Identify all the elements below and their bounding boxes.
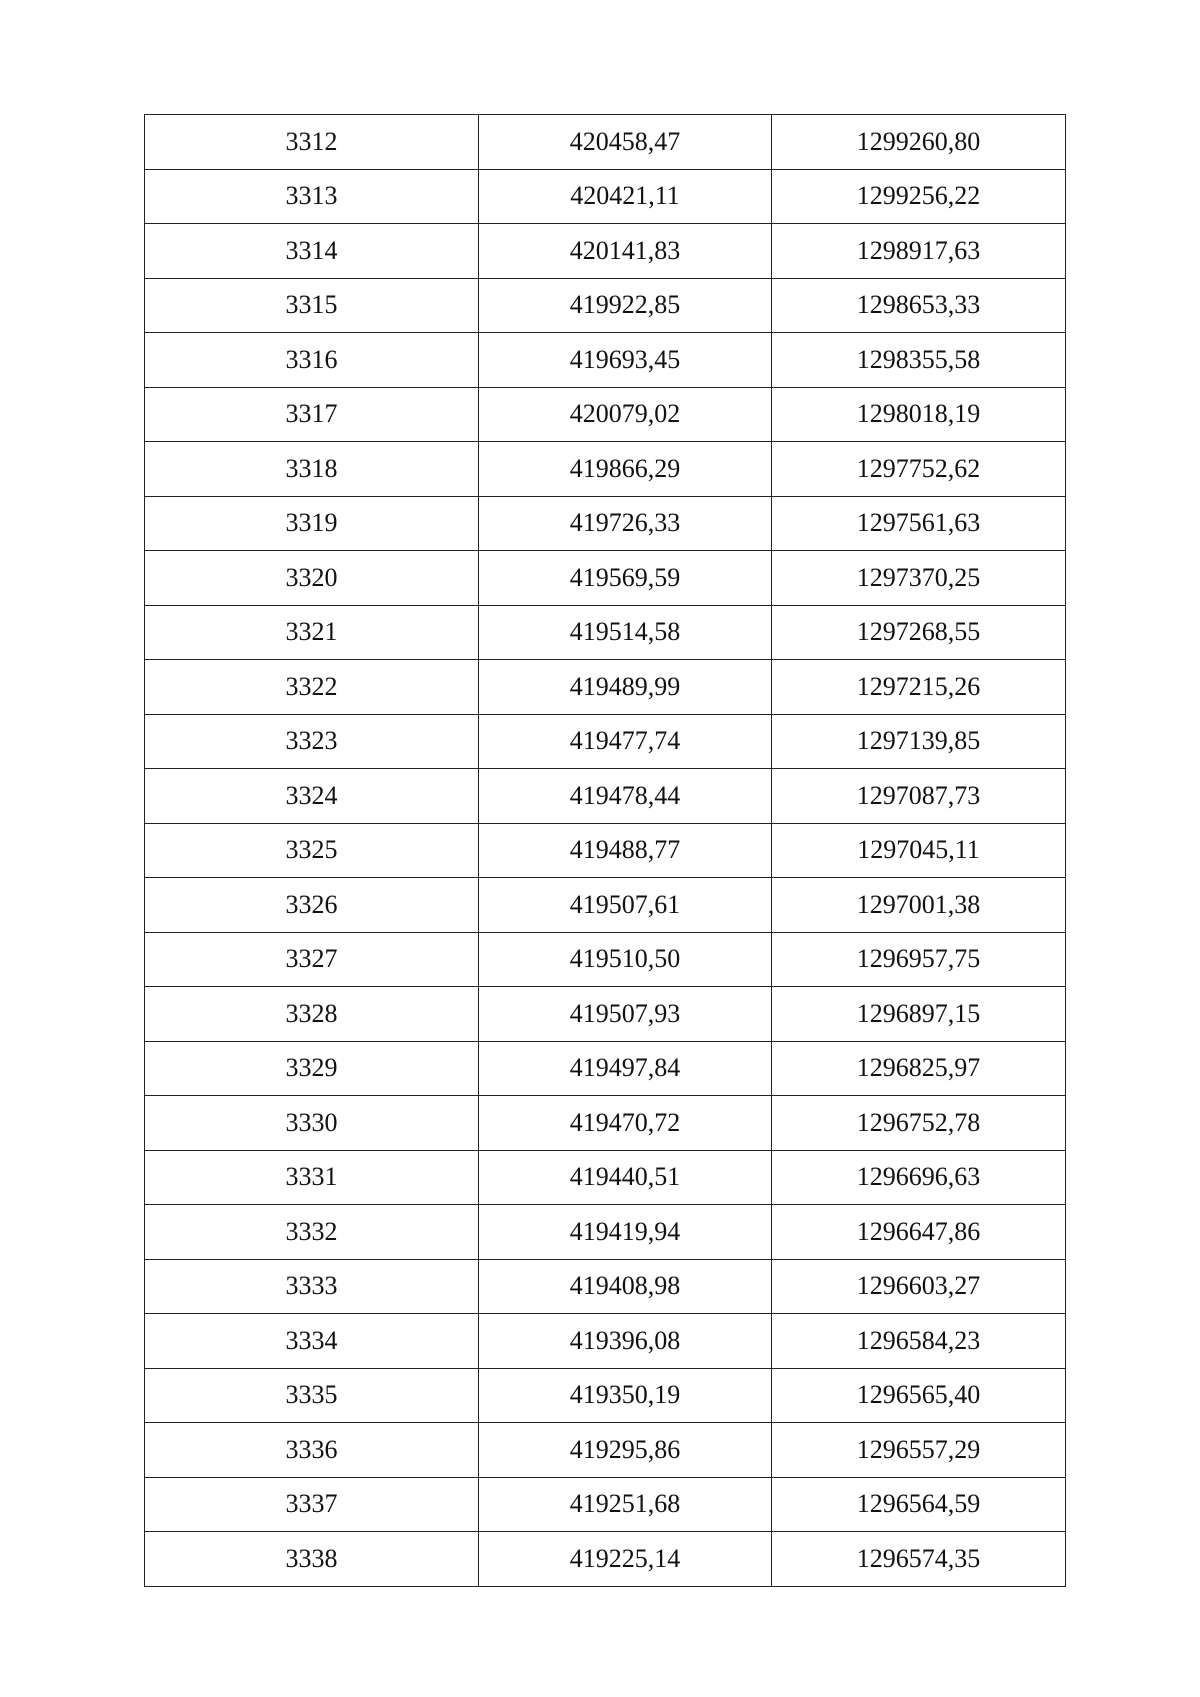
x-coordinate-cell: 419514,58 bbox=[479, 605, 772, 660]
point-number-cell: 3314 bbox=[145, 224, 479, 279]
table-row bbox=[145, 1150, 1066, 1205]
point-number-cell: 3328 bbox=[145, 987, 479, 1042]
table-row bbox=[145, 551, 1066, 606]
x-coordinate-cell: 420079,02 bbox=[479, 387, 772, 442]
x-coordinate-cell: 419478,44 bbox=[479, 769, 772, 824]
table-row bbox=[145, 333, 1066, 388]
table-row bbox=[145, 605, 1066, 660]
table-row bbox=[145, 115, 1066, 170]
y-coordinate-cell: 1297561,63 bbox=[772, 496, 1066, 551]
x-coordinate-cell: 419488,77 bbox=[479, 823, 772, 878]
point-number-cell: 3319 bbox=[145, 496, 479, 551]
x-coordinate-cell: 420141,83 bbox=[479, 224, 772, 279]
y-coordinate-cell: 1296565,40 bbox=[772, 1368, 1066, 1423]
y-coordinate-cell: 1297139,85 bbox=[772, 714, 1066, 769]
y-coordinate-cell: 1296696,63 bbox=[772, 1150, 1066, 1205]
table-row bbox=[145, 1314, 1066, 1369]
point-number-cell: 3330 bbox=[145, 1096, 479, 1151]
point-number-cell: 3316 bbox=[145, 333, 479, 388]
y-coordinate-cell: 1297370,25 bbox=[772, 551, 1066, 606]
y-coordinate-cell: 1296564,59 bbox=[772, 1477, 1066, 1532]
x-coordinate-cell: 420421,11 bbox=[479, 169, 772, 224]
table-row bbox=[145, 496, 1066, 551]
x-coordinate-cell: 419497,84 bbox=[479, 1041, 772, 1096]
point-number-cell: 3326 bbox=[145, 878, 479, 933]
table-row bbox=[145, 1205, 1066, 1260]
y-coordinate-cell: 1298653,33 bbox=[772, 278, 1066, 333]
point-number-cell: 3338 bbox=[145, 1532, 479, 1587]
point-number-cell: 3321 bbox=[145, 605, 479, 660]
table-row bbox=[145, 878, 1066, 933]
y-coordinate-cell: 1296752,78 bbox=[772, 1096, 1066, 1151]
y-coordinate-cell: 1297752,62 bbox=[772, 442, 1066, 497]
point-number-cell: 3325 bbox=[145, 823, 479, 878]
x-coordinate-cell: 419470,72 bbox=[479, 1096, 772, 1151]
y-coordinate-cell: 1296825,97 bbox=[772, 1041, 1066, 1096]
y-coordinate-cell: 1298018,19 bbox=[772, 387, 1066, 442]
coordinates-table-body bbox=[145, 115, 1066, 1587]
x-coordinate-cell: 419922,85 bbox=[479, 278, 772, 333]
x-coordinate-cell: 419510,50 bbox=[479, 932, 772, 987]
table-row bbox=[145, 714, 1066, 769]
x-coordinate-cell: 419507,61 bbox=[479, 878, 772, 933]
point-number-cell: 3335 bbox=[145, 1368, 479, 1423]
table-row bbox=[145, 1532, 1066, 1587]
table-row bbox=[145, 1041, 1066, 1096]
x-coordinate-cell: 419477,74 bbox=[479, 714, 772, 769]
y-coordinate-cell: 1299256,22 bbox=[772, 169, 1066, 224]
point-number-cell: 3333 bbox=[145, 1259, 479, 1314]
point-number-cell: 3313 bbox=[145, 169, 479, 224]
table-row bbox=[145, 769, 1066, 824]
table-row bbox=[145, 442, 1066, 497]
x-coordinate-cell: 419489,99 bbox=[479, 660, 772, 715]
table-row bbox=[145, 932, 1066, 987]
x-coordinate-cell: 419569,59 bbox=[479, 551, 772, 606]
x-coordinate-cell: 419726,33 bbox=[479, 496, 772, 551]
point-number-cell: 3329 bbox=[145, 1041, 479, 1096]
y-coordinate-cell: 1296603,27 bbox=[772, 1259, 1066, 1314]
x-coordinate-cell: 419396,08 bbox=[479, 1314, 772, 1369]
point-number-cell: 3331 bbox=[145, 1150, 479, 1205]
x-coordinate-cell: 419866,29 bbox=[479, 442, 772, 497]
x-coordinate-cell: 419225,14 bbox=[479, 1532, 772, 1587]
table-row bbox=[145, 387, 1066, 442]
point-number-cell: 3322 bbox=[145, 660, 479, 715]
point-number-cell: 3327 bbox=[145, 932, 479, 987]
y-coordinate-cell: 1298355,58 bbox=[772, 333, 1066, 388]
table-row bbox=[145, 1096, 1066, 1151]
coordinates-table bbox=[144, 114, 1066, 1587]
x-coordinate-cell: 419408,98 bbox=[479, 1259, 772, 1314]
y-coordinate-cell: 1297001,38 bbox=[772, 878, 1066, 933]
y-coordinate-cell: 1296897,15 bbox=[772, 987, 1066, 1042]
point-number-cell: 3318 bbox=[145, 442, 479, 497]
table-row bbox=[145, 1259, 1066, 1314]
table-row bbox=[145, 224, 1066, 279]
table-row bbox=[145, 1477, 1066, 1532]
x-coordinate-cell: 419693,45 bbox=[479, 333, 772, 388]
y-coordinate-cell: 1296957,75 bbox=[772, 932, 1066, 987]
table-row bbox=[145, 1423, 1066, 1478]
table-row bbox=[145, 823, 1066, 878]
y-coordinate-cell: 1297045,11 bbox=[772, 823, 1066, 878]
point-number-cell: 3320 bbox=[145, 551, 479, 606]
y-coordinate-cell: 1296574,35 bbox=[772, 1532, 1066, 1587]
y-coordinate-cell: 1297215,26 bbox=[772, 660, 1066, 715]
x-coordinate-cell: 419440,51 bbox=[479, 1150, 772, 1205]
table-row bbox=[145, 169, 1066, 224]
point-number-cell: 3332 bbox=[145, 1205, 479, 1260]
table-row bbox=[145, 1368, 1066, 1423]
x-coordinate-cell: 419350,19 bbox=[479, 1368, 772, 1423]
point-number-cell: 3315 bbox=[145, 278, 479, 333]
point-number-cell: 3324 bbox=[145, 769, 479, 824]
y-coordinate-cell: 1297087,73 bbox=[772, 769, 1066, 824]
point-number-cell: 3337 bbox=[145, 1477, 479, 1532]
point-number-cell: 3312 bbox=[145, 115, 479, 170]
point-number-cell: 3323 bbox=[145, 714, 479, 769]
y-coordinate-cell: 1296647,86 bbox=[772, 1205, 1066, 1260]
y-coordinate-cell: 1298917,63 bbox=[772, 224, 1066, 279]
y-coordinate-cell: 1297268,55 bbox=[772, 605, 1066, 660]
x-coordinate-cell: 419295,86 bbox=[479, 1423, 772, 1478]
y-coordinate-cell: 1299260,80 bbox=[772, 115, 1066, 170]
point-number-cell: 3336 bbox=[145, 1423, 479, 1478]
table-row bbox=[145, 278, 1066, 333]
table-row bbox=[145, 987, 1066, 1042]
x-coordinate-cell: 419419,94 bbox=[479, 1205, 772, 1260]
x-coordinate-cell: 420458,47 bbox=[479, 115, 772, 170]
y-coordinate-cell: 1296584,23 bbox=[772, 1314, 1066, 1369]
x-coordinate-cell: 419251,68 bbox=[479, 1477, 772, 1532]
table-row bbox=[145, 660, 1066, 715]
x-coordinate-cell: 419507,93 bbox=[479, 987, 772, 1042]
point-number-cell: 3317 bbox=[145, 387, 479, 442]
point-number-cell: 3334 bbox=[145, 1314, 479, 1369]
y-coordinate-cell: 1296557,29 bbox=[772, 1423, 1066, 1478]
